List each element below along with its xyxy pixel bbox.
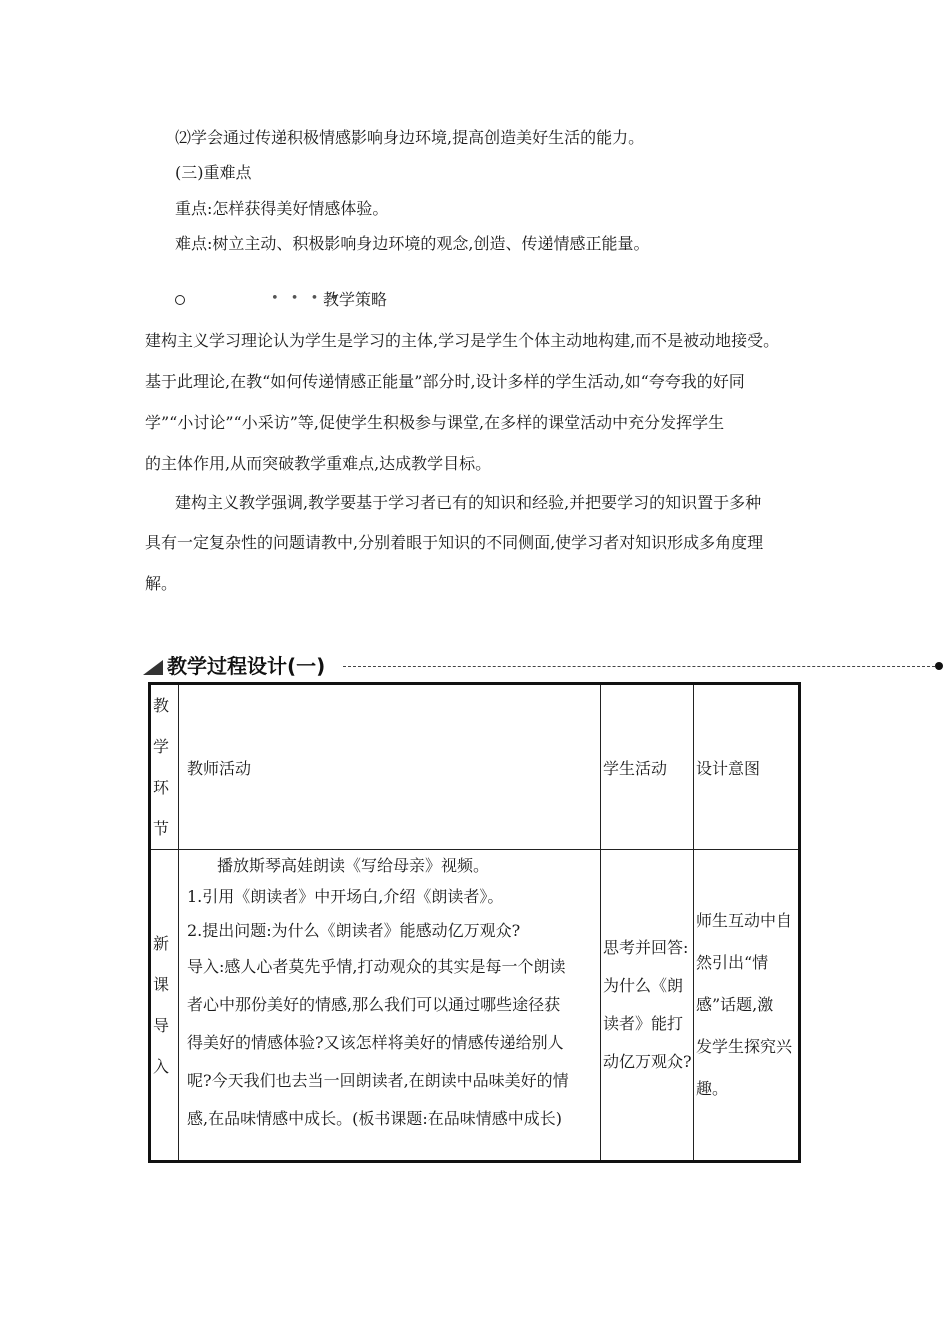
paragraph-line: 建构主义学习理论认为学生是学习的主体,学习是学生个体主动地构建,而不是被动地接受。 [145, 331, 780, 350]
key-point-line: 重点:怎样获得美好情感体验。 [175, 199, 389, 218]
student-activity-line: 为什么《朗 [603, 976, 684, 995]
design-intent-line: 趣。 [696, 1079, 729, 1098]
header-teacher-label: 教师活动 [187, 758, 252, 778]
teacher-activity-cell [179, 850, 601, 1162]
teacher-activity-line: 1.引用《朗读者》中开场白,介绍《朗读者》。 [187, 887, 504, 906]
triangle-marker-icon [143, 660, 163, 675]
header-intent-label: 设计意图 [696, 758, 761, 778]
teacher-activity-line: 感,在品味情感中成长。(板书课题:在品味情感中成长) [187, 1109, 562, 1128]
teacher-activity-line: 得美好的情感体验?又该怎样将美好的情感传递给别人 [187, 1033, 564, 1052]
teacher-activity-line: 播放斯琴高娃朗读《写给母亲》视频。 [217, 856, 490, 875]
stage-cell [150, 850, 179, 1162]
header-student-cell [601, 684, 694, 850]
paragraph-line: 基于此理论,在教“如何传递情感正能量”部分时,设计多样的学生活动,如“夸夸我的好同 [145, 372, 745, 391]
section-header [143, 653, 943, 681]
difficult-point-line: 难点:树立主动、积极影响身边环境的观念,创造、传递情感正能量。 [175, 234, 650, 253]
paragraph-line: 建构主义教学强调,教学要基于学习者已有的知识和经验,并把要学习的知识置于多种 [175, 493, 762, 512]
objective-line-2: ⑵学会通过传递积极情感影响身边环境,提高创造美好生活的能力。 [175, 128, 645, 147]
strategy-title: 教学策略 [323, 290, 388, 309]
design-intent-line: 然引出“情 [696, 953, 769, 972]
header-stage-char: 教 [153, 696, 170, 715]
key-difficult-heading: (三)重难点 [175, 163, 252, 182]
circle-bullet-icon [175, 295, 185, 305]
paragraph-line: 学”“小讨论”“小采访”等,促使学生积极参与课堂,在多样的课堂活动中充分发挥学生 [145, 413, 725, 432]
paragraph-line: 解。 [145, 574, 178, 593]
paragraph-line: 的主体作用,从而突破教学重难点,达成教学目标。 [145, 454, 492, 473]
lesson-process-table [148, 682, 801, 1163]
stage-char: 入 [153, 1057, 170, 1076]
dots-decoration-icon: • • • • [271, 291, 343, 306]
design-intent-line: 感”话题,激 [696, 995, 774, 1014]
header-stage-cell [150, 684, 179, 850]
strategy-heading [175, 290, 435, 312]
student-activity-line: 思考并回答: [603, 938, 689, 957]
design-intent-line: 师生互动中自 [696, 911, 793, 930]
teacher-activity-line: 者心中那份美好的情感,那么我们可以通过哪些途径获 [187, 995, 561, 1014]
section-title: 教学过程设计(一) [167, 654, 326, 678]
design-intent-cell [694, 850, 800, 1162]
table-header-row [150, 684, 800, 850]
student-activity-line: 动亿万观众? [603, 1052, 692, 1071]
teacher-activity-line: 呢?今天我们也去当一回朗读者,在朗读中品味美好的情 [187, 1071, 569, 1090]
design-intent-line: 发学生探究兴 [696, 1037, 793, 1056]
header-intent-cell [694, 684, 800, 850]
header-teacher-cell [179, 684, 601, 850]
paragraph-line: 具有一定复杂性的问题请教中,分别着眼于知识的不同侧面,使学习者对知识形成多角度理 [145, 533, 764, 552]
teacher-activity-line: 2.提出问题:为什么《朗读者》能感动亿万观众? [187, 921, 521, 940]
teacher-activity-line: 导入:感人心者莫先乎情,打动观众的其实是每一个朗读 [187, 957, 566, 976]
header-student-label: 学生活动 [603, 758, 668, 778]
header-stage-char: 节 [153, 819, 170, 838]
header-stage-char: 学 [153, 737, 170, 756]
stage-char: 课 [153, 975, 170, 994]
student-activity-line: 读者》能打 [603, 1014, 684, 1033]
student-activity-cell [601, 850, 694, 1162]
stage-char: 导 [153, 1016, 170, 1035]
header-stage-char: 环 [153, 778, 170, 797]
table-row [150, 850, 800, 1162]
divider-end-dot-icon [935, 662, 943, 670]
dashed-divider [343, 666, 935, 667]
stage-char: 新 [153, 934, 170, 953]
